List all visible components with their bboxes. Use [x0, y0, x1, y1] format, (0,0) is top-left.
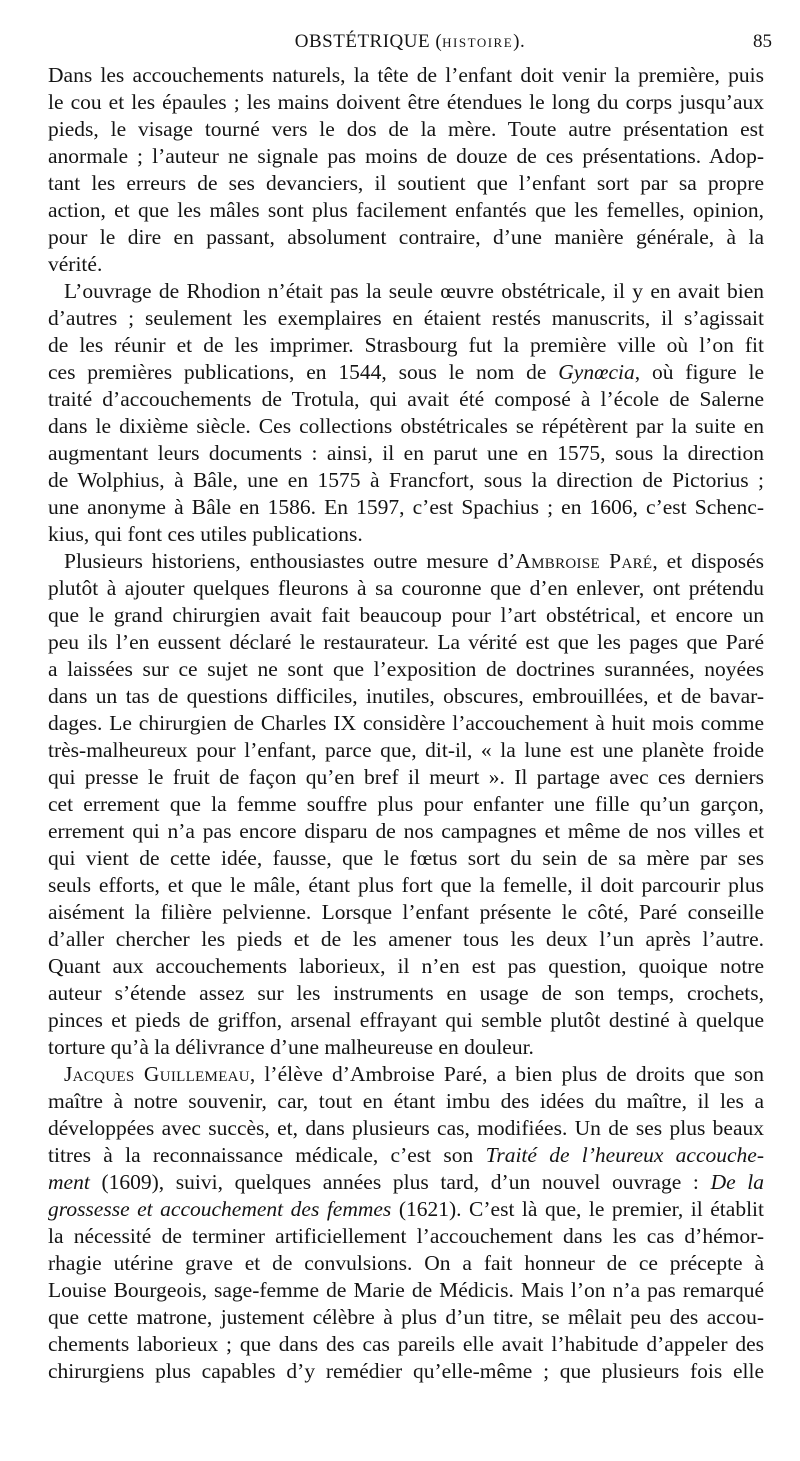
- italic-title-grossesse: De la: [710, 1170, 764, 1194]
- text-segment: (1621). C’est là que, le premier, il établit: [391, 1197, 764, 1221]
- text-line: de Wolphius, à Bâle, une en 1575 à Francfort, sous la direction de Pictorius ;: [48, 468, 764, 492]
- text-segment: (1609), suivi, quelques années plus tard, d’un nouvel ouvrage :: [89, 1170, 711, 1194]
- text-line: qui presse le fruit de façon qu’en bref il meurt ». Il partage avec ces derniers: [48, 765, 764, 789]
- paragraph-4: [48, 1061, 764, 1385]
- person-name-jacques-guillemeau: Jacques Guillemeau: [64, 1062, 250, 1086]
- text-line: maître à notre souvenir, car, tout en étant imbu des idées du maître, il les a: [48, 1089, 764, 1113]
- text-line: la nécessité de terminer artificiellement l’accouchement dans les cas d’hémor-: [48, 1224, 764, 1248]
- text-line: dans un tas de questions difficiles, inutiles, obscures, embrouillées, et de bavar-: [48, 684, 764, 708]
- paragraph-3: [48, 548, 764, 1061]
- text-segment: , où figure le: [634, 360, 764, 384]
- text-line: augmentant leurs documents : ainsi, il en parut une en 1575, sous la direction: [48, 441, 764, 465]
- text-line: [48, 1061, 764, 1088]
- text-segment: Plusieurs historiens, enthousiastes outre mesure d’: [64, 549, 516, 573]
- running-title-main: OBSTÉTRIQUE (: [294, 31, 443, 52]
- text-line: de les réunir et de les imprimer. Strasbourg fut la première ville où l’on fit: [48, 333, 764, 357]
- text-line: rhagie utérine grave et de convulsions. On a fait honneur de ce précepte à: [48, 1251, 764, 1275]
- paragraph-1: [48, 62, 764, 278]
- text-segment: ces premières publications, en 1544, sous le nom de: [48, 360, 559, 384]
- text-line: que le grand chirurgien avait fait beaucoup pour l’art obstétrical, et encore un: [48, 603, 764, 627]
- text-line: peu ils l’en eussent déclaré le restaurateur. La vérité est que les pages que Paré: [48, 630, 764, 654]
- text-line: anormale ; l’auteur ne signale pas moins de douze de ces présentations. Adop-: [48, 144, 764, 168]
- text-line: [48, 359, 764, 386]
- text-line: vérité.: [48, 252, 103, 276]
- text-line: pieds, le visage tourné vers le dos de la mère. Toute autre présentation est: [48, 117, 764, 141]
- text-line: dans le dixième siècle. Ces collections obstétricales se répétèrent par la suite en: [48, 414, 764, 438]
- text-line: pinces et pieds de griffon, arsenal effrayant qui semble plutôt destiné à quelque: [48, 1008, 764, 1032]
- text-line: torture qu’à la délivrance d’une malheureuse en douleur.: [48, 1035, 534, 1059]
- text-line: [48, 1196, 764, 1223]
- text-line: d’autres ; seulement les exemplaires en étaient restés manuscrits, il s’agissait: [48, 306, 764, 330]
- text-line: très-malheureux pour l’enfant, parce que, dit-il, « la lune est une planète froide: [48, 738, 764, 762]
- text-line: errement qui n’a pas encore disparu de nos campagnes et même de nos villes et: [48, 819, 764, 843]
- text-line: [48, 1169, 764, 1196]
- text-line: tant les erreurs de ses devanciers, il soutient que l’enfant sort par sa propre: [48, 171, 764, 195]
- text-line: kius, qui font ces utiles publications.: [48, 522, 363, 546]
- text-line: développées avec succès, et, dans plusieurs cas, modifiées. Un de ses plus beaux: [48, 1116, 764, 1140]
- page-number: 85: [753, 31, 772, 52]
- text-line: auteur s’étende assez sur les instruments en usage de son temps, crochets,: [48, 981, 764, 1005]
- text-line: cet errement que la femme souffre plus pour enfanter une fille qu’un garçon,: [48, 792, 764, 816]
- text-line: [48, 1142, 764, 1169]
- text-line: chements laborieux ; que dans des cas pareils elle avait l’habitude d’appeler des: [48, 1332, 764, 1356]
- text-line: aisément la filière pelvienne. Lorsque l’enfant présente le côté, Paré conseille: [48, 900, 764, 924]
- text-line: action, et que les mâles sont plus facilement enfantés que les femelles, opinion,: [48, 198, 764, 222]
- italic-title-grossesse-end: grossesse et accouchement des femmes: [48, 1197, 392, 1221]
- text-line: Louise Bourgeois, sage-femme de Marie de Médicis. Mais l’on n’a pas remarqué: [48, 1278, 764, 1302]
- text-line: L’ouvrage de Rhodion n’était pas la seule œuvre obstétricale, il y en avait bien: [64, 279, 764, 303]
- body-text: [48, 62, 764, 1385]
- paragraph-2: [48, 278, 764, 548]
- text-line: a laissées sur ce sujet ne sont que l’exposition de doctrines surannées, noyées: [48, 657, 764, 681]
- text-segment: , l’élève d’Ambroise Paré, a bien plus de droits que son: [249, 1062, 764, 1086]
- text-line: Quant aux accouchements laborieux, il n’en est pas question, quoique notre: [48, 954, 764, 978]
- text-line: [48, 548, 764, 575]
- page-header: [48, 31, 772, 57]
- text-line: d’aller chercher les pieds et de les amener tous les deux l’un après l’autre.: [48, 927, 764, 951]
- text-line: le cou et les épaules ; les mains doivent être étendues le long du corps jusqu’aux: [48, 90, 764, 114]
- text-line: dages. Le chirurgien de Charles IX considère l’accouchement à huit mois comme: [48, 711, 764, 735]
- text-segment: titres à la reconnaissance médicale, c’est son: [48, 1143, 486, 1167]
- running-title: [48, 31, 772, 53]
- text-line: Dans les accouchements naturels, la tête de l’enfant doit venir la première, puis: [48, 63, 764, 87]
- text-line: seuls efforts, et que le mâle, étant plus fort que la femelle, il doit parcourir plus: [48, 873, 764, 897]
- running-title-end: ).: [513, 31, 526, 52]
- person-name-ambroise-pare: Ambroise Paré: [515, 549, 653, 573]
- italic-title-gynaecia: Gynœcia: [558, 360, 635, 384]
- italic-title-traite: Traité de l’heureux accouche-: [485, 1143, 764, 1167]
- running-title-section: HISTOIRE: [442, 35, 514, 50]
- text-line: que cette matrone, justement célèbre à plus d’un titre, se mêlait peu des accou-: [48, 1305, 764, 1329]
- text-segment: , et disposés: [652, 549, 764, 573]
- text-line: chirurgiens plus capables d’y remédier qu’elle-même ; que plusieurs fois elle: [48, 1359, 764, 1383]
- text-line: pour le dire en passant, absolument contraire, d’une manière générale, à la: [48, 225, 764, 249]
- text-line: plutôt à ajouter quelques fleurons à sa couronne que d’en enlever, ont prétendu: [48, 576, 764, 600]
- text-line: traité d’accouchements de Trotula, qui avait été composé à l’école de Salerne: [48, 387, 764, 411]
- text-line: qui vient de cette idée, fausse, que le fœtus sort du sein de sa mère par ses: [48, 846, 764, 870]
- text-line: une anonyme à Bâle en 1586. En 1597, c’est Spachius ; en 1606, c’est Schenc-: [48, 495, 764, 519]
- italic-title-traite-end: ment: [48, 1170, 90, 1194]
